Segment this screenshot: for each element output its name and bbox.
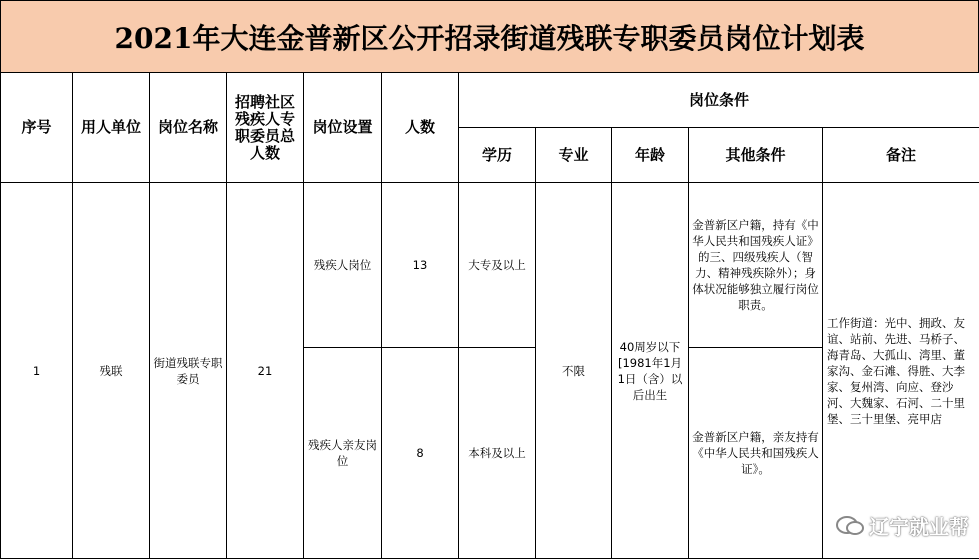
cell-major: 不限 <box>536 183 612 559</box>
cell-position-name: 街道残联专职委员 <box>150 183 227 559</box>
header-seq: 序号 <box>1 73 73 183</box>
watermark-text: 辽宁就业帮 <box>869 515 969 539</box>
page-title: 2021年大连金普新区公开招录街道残联专职委员岗位计划表 <box>0 0 979 72</box>
header-conditions: 岗位条件 <box>459 73 979 128</box>
header-position-name: 岗位名称 <box>150 73 227 183</box>
cell-position: 残疾人亲友岗位 <box>304 348 382 559</box>
cell-recruit-total: 21 <box>227 183 304 559</box>
cell-position: 残疾人岗位 <box>304 183 382 348</box>
cell-employer: 残联 <box>73 183 150 559</box>
header-age: 年龄 <box>612 128 689 183</box>
header-recruit-total: 招聘社区残疾人专职委员总人数 <box>227 73 304 183</box>
table-row <box>1 183 979 348</box>
header-other: 其他条件 <box>689 128 823 183</box>
cell-remarks: 工作街道：光中、拥政、友谊、站前、先进、马桥子、海青岛、大孤山、湾里、董家沟、金石滩、得胜、大李家、复州湾、向应、登沙河、大魏家、石河、二十里堡、三十里堡、亮甲店 <box>823 183 979 559</box>
wechat-icon <box>835 515 865 537</box>
header-education: 学历 <box>459 128 536 183</box>
cell-education: 本科及以上 <box>459 348 536 559</box>
cell-other: 金普新区户籍，亲友持有《中华人民共和国残疾人证》。 <box>689 348 823 559</box>
header-employer: 用人单位 <box>73 73 150 183</box>
position-plan-table <box>0 72 979 559</box>
watermark <box>835 511 969 540</box>
cell-education: 大专及以上 <box>459 183 536 348</box>
header-count: 人数 <box>382 73 459 183</box>
cell-seq: 1 <box>1 183 73 559</box>
cell-count: 8 <box>382 348 459 559</box>
cell-count: 13 <box>382 183 459 348</box>
header-remarks: 备注 <box>823 128 979 183</box>
cell-age: 40周岁以下[1981年1月1日（含）以后出生 <box>612 183 689 559</box>
header-position-setting: 岗位设置 <box>304 73 382 183</box>
cell-other: 金普新区户籍，持有《中华人民共和国残疾人证》的三、四级残疾人（智力、精神残疾除外）；身体状况能够独立履行岗位职责。 <box>689 183 823 348</box>
header-major: 专业 <box>536 128 612 183</box>
